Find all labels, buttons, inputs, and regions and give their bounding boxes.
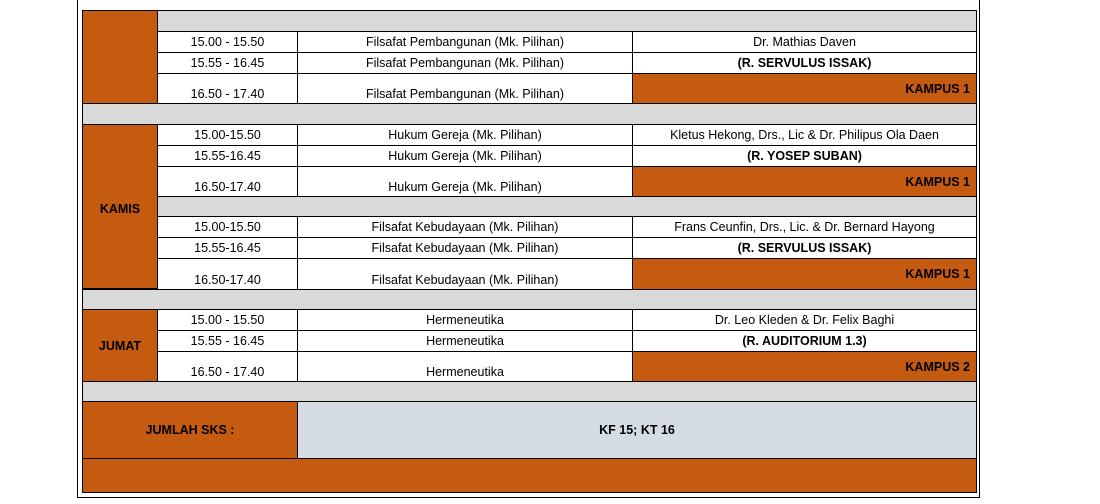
- campus-cell: KAMPUS 1: [632, 258, 977, 290]
- separator-row: [157, 196, 977, 217]
- day-label-kamis: KAMIS: [99, 201, 141, 216]
- course-cell: Hermeneutika: [297, 351, 633, 382]
- course-cell: Hukum Gereja (Mk. Pilihan): [297, 124, 633, 146]
- sks-value: KF 15; KT 16: [599, 423, 675, 437]
- lecturer-cell: Frans Ceunfin, Drs., Lic. & Dr. Bernard Hayong: [632, 216, 977, 238]
- sks-value-cell: [297, 401, 977, 459]
- course-cell: Filsafat Pembangunan (Mk. Pilihan): [297, 52, 633, 74]
- time-cell: 15.55 - 16.45: [157, 330, 298, 352]
- course-cell: Hermeneutika: [297, 309, 633, 331]
- course-cell: Hermeneutika: [297, 330, 633, 352]
- separator-row: [82, 103, 977, 125]
- sks-label: JUMLAH SKS :: [145, 423, 235, 437]
- room-cell: (R. AUDITORIUM 1.3): [632, 330, 977, 352]
- sks-label-cell: [82, 401, 298, 459]
- campus-cell: KAMPUS 1: [632, 73, 977, 104]
- separator-row: [82, 381, 977, 402]
- time-cell: 16.50 - 17.40: [157, 73, 298, 104]
- time-cell: 15.00 - 15.50: [157, 31, 298, 53]
- room-cell: (R. SERVULUS ISSAK): [632, 237, 977, 259]
- time-cell: 15.55 - 16.45: [157, 52, 298, 74]
- lecturer-cell: Kletus Hekong, Drs., Lic & Dr. Philipus Ola Daen: [632, 124, 977, 146]
- course-cell: Filsafat Pembangunan (Mk. Pilihan): [297, 31, 633, 53]
- course-cell: Filsafat Pembangunan (Mk. Pilihan): [297, 73, 633, 104]
- time-cell: 15.00-15.50: [157, 124, 298, 146]
- separator-row: [82, 289, 977, 310]
- course-cell: Hukum Gereja (Mk. Pilihan): [297, 166, 633, 197]
- time-cell: 16.50-17.40: [157, 166, 298, 197]
- course-cell: Filsafat Kebudayaan (Mk. Pilihan): [297, 258, 633, 290]
- lecturer-cell: Dr. Mathias Daven: [632, 31, 977, 53]
- campus-cell: KAMPUS 2: [632, 351, 977, 382]
- campus-cell: KAMPUS 1: [632, 166, 977, 197]
- course-cell: Filsafat Kebudayaan (Mk. Pilihan): [297, 237, 633, 259]
- time-cell: 15.55-16.45: [157, 145, 298, 167]
- time-cell: 16.50-17.40: [157, 258, 298, 290]
- course-cell: Hukum Gereja (Mk. Pilihan): [297, 145, 633, 167]
- day-block-kamis: [82, 124, 158, 289]
- day-label-jumat: JUMAT: [98, 338, 142, 353]
- time-cell: 15.00 - 15.50: [157, 309, 298, 331]
- day-block-jumat: [82, 309, 158, 382]
- room-cell: (R. YOSEP SUBAN): [632, 145, 977, 167]
- footer-bar: [82, 458, 977, 493]
- time-cell: 16.50 - 17.40: [157, 351, 298, 382]
- course-cell: Filsafat Kebudayaan (Mk. Pilihan): [297, 216, 633, 238]
- separator-row: [157, 10, 977, 32]
- time-cell: 15.55-16.45: [157, 237, 298, 259]
- time-cell: 15.00-15.50: [157, 216, 298, 238]
- room-cell: (R. SERVULUS ISSAK): [632, 52, 977, 74]
- lecturer-cell: Dr. Leo Kleden & Dr. Felix Baghi: [632, 309, 977, 331]
